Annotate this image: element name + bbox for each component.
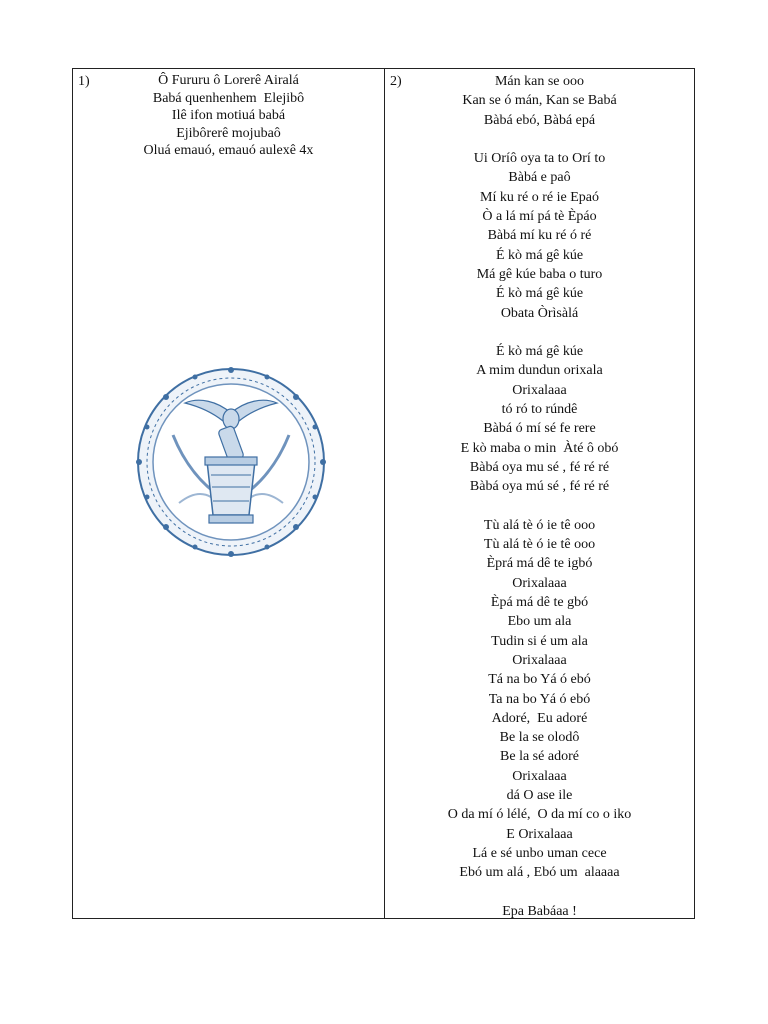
- oxala-emblem-icon: [125, 365, 337, 559]
- lyric-line: E Orixalaaa: [506, 826, 573, 842]
- lyric-line: É kò má gê kúe: [495, 247, 584, 263]
- lyric-line: Be la sé adoré: [500, 749, 579, 765]
- lyric-line: Ejibôrerê mojubaô: [176, 125, 281, 141]
- lyric-line: Ui Oríô oya ta to Orí to: [473, 151, 606, 167]
- lyric-line: Èprá má dê te igbó: [486, 556, 593, 572]
- lyric-line: O da mí ó lélé, O da mí co o iko: [447, 807, 632, 823]
- lyric-line: Oluá emauó, emauó aulexê 4x: [143, 143, 314, 158]
- lyric-line: E kò maba o min Àté ô obó: [460, 440, 619, 456]
- lyric-line: Tudin si é um ala: [491, 633, 588, 649]
- right-lyrics: [385, 72, 694, 921]
- lyric-line: Bàbá ebó, Bàbá epá: [483, 112, 596, 128]
- lyric-line: Ô Fururu ô Lorerê Airalá: [158, 73, 299, 88]
- lyric-line: [385, 130, 694, 149]
- lyric-line: É kò má gê kúe: [495, 344, 584, 360]
- right-column: [385, 69, 694, 918]
- lyric-line: Epa Babáaa !: [502, 903, 577, 919]
- lyric-line: Èpá má dê te gbó: [490, 595, 589, 611]
- lyric-line: Tù alá tè ó ie tê ooo: [483, 537, 596, 553]
- lyric-line: Bàbá mí ku ré ó ré: [487, 228, 592, 244]
- lyric-line: [385, 497, 694, 516]
- lyrics-table: [72, 68, 695, 919]
- lyric-line: Orixalaaa: [512, 575, 567, 591]
- lyric-line: Orixalaaa: [512, 382, 567, 398]
- lyric-line: Má gê kúe baba o turo: [476, 266, 603, 282]
- lyric-line: Mán kan se ooo: [494, 74, 585, 89]
- lyric-line: A mim dundun orixala: [476, 363, 603, 379]
- lyric-line: Tù alá tè ó ie tê ooo: [483, 517, 596, 533]
- lyric-line: Mí ku ré o ré ie Epaó: [480, 189, 599, 205]
- lyric-line: Orixalaaa: [512, 652, 567, 668]
- section-number: 2): [390, 74, 402, 89]
- lyric-line: [385, 882, 694, 901]
- lyric-line: dá O ase ile: [506, 787, 573, 803]
- lyric-line: Bàbá ó mí sé fe rere: [483, 421, 596, 437]
- lyric-line: Be la se olodô: [499, 730, 580, 746]
- lyric-line: Babá quenhenhem Elejibô: [152, 90, 305, 106]
- lyric-line: Bàbá oya mu sé , fé ré ré: [469, 459, 610, 475]
- lyric-line: Obata Òrìsàlá: [500, 305, 579, 321]
- lyric-line: Ta na bo Yá ó ebó: [488, 691, 591, 707]
- lyric-line: Ilê ifon motiuá babá: [171, 108, 286, 123]
- lyric-line: Tá na bo Yá ó ebó: [488, 672, 591, 688]
- lyric-line: É kò má gê kúe: [495, 286, 584, 302]
- lyric-line: Ebó um alá , Ebó um alaaaa: [459, 865, 620, 881]
- lyric-line: Ebo um ala: [507, 614, 572, 630]
- lyric-line: Kan se ó mán, Kan se Babá: [462, 93, 617, 109]
- lyric-line: Orixalaaa: [512, 768, 567, 784]
- left-lyrics: [73, 72, 384, 160]
- lyric-line: Bàbá oya mú sé , fé ré ré: [469, 479, 610, 495]
- lyric-line: Bàbá e paô: [508, 170, 571, 186]
- left-column: [73, 69, 385, 918]
- section-number: 1): [78, 74, 90, 89]
- lyric-line: Adoré, Eu adoré: [491, 710, 588, 726]
- lyric-line: [385, 323, 694, 342]
- lyric-line: Ò a lá mí pá tè Èpáo: [482, 209, 597, 225]
- lyric-line: tó ró to rúndê: [501, 402, 578, 418]
- lyric-line: Lá e sé unbo uman cece: [472, 845, 607, 861]
